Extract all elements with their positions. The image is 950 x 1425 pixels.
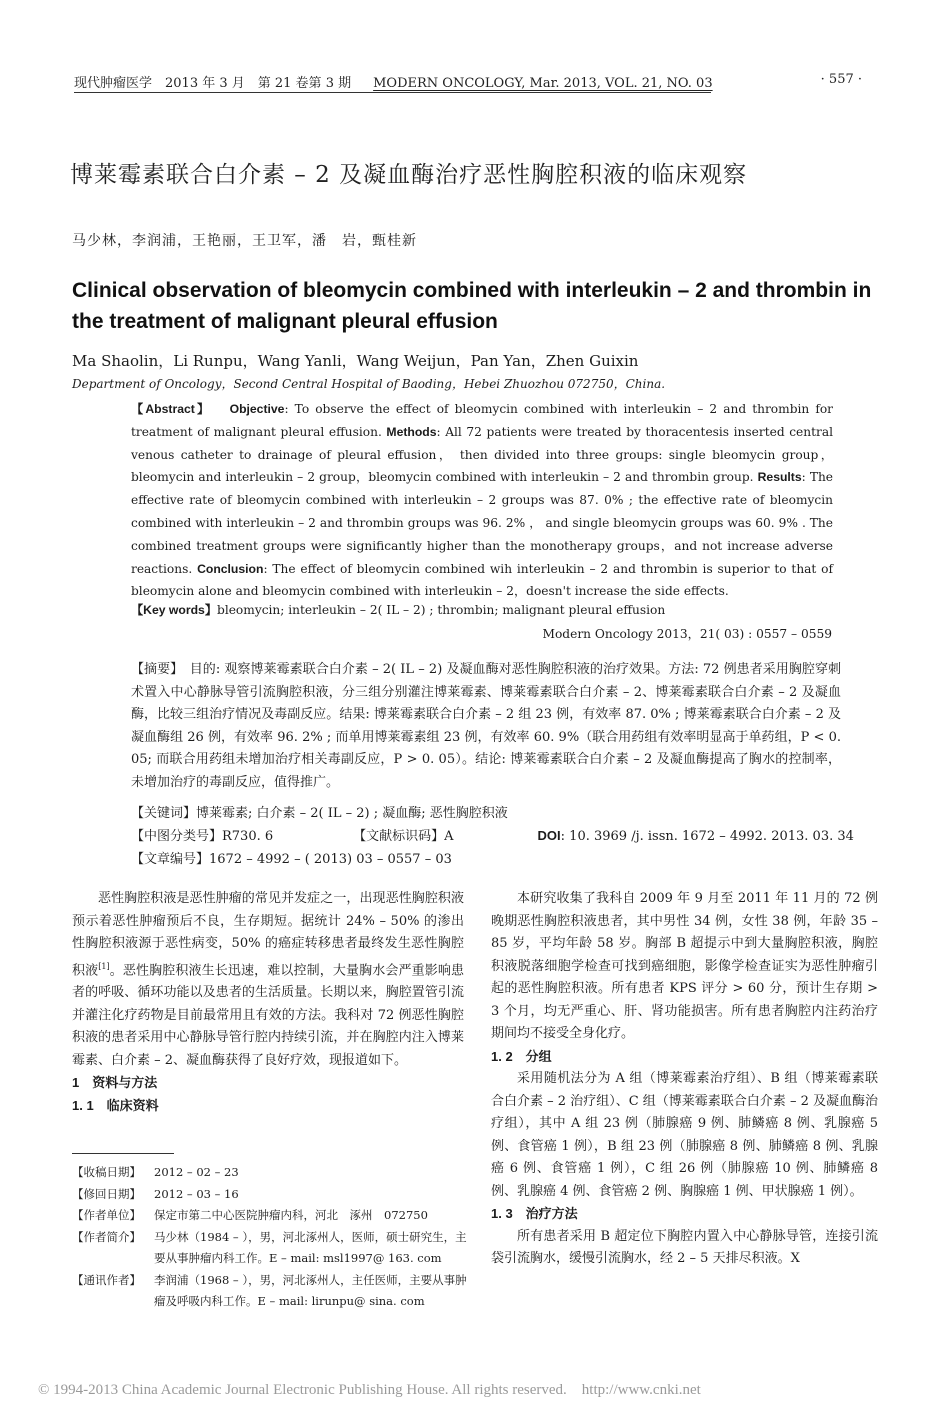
methods-label: Methods: [386, 424, 437, 439]
footnote-text: 2012 – 03 – 16: [154, 1186, 239, 1201]
abstract-en: [131, 398, 833, 603]
keywords-en: [131, 601, 833, 618]
journal-en: MODERN ONCOLOGY, Mar. 2013, VOL. 21, NO. 03: [373, 76, 713, 91]
footnote-label: 【通讯作者】: [72, 1272, 141, 1287]
intro-text-cont: 。恶性胸腔积液生长迅速，难以控制，大量胸水会严重影响患者的呼吸、循环功能以及患者的生活质量。长期以来，胸腔置管引流并灌注化疗药物是目前最常用且有效的方法。我科对 72 例恶性胸腔积液的患者采用中心静脉导管行腔内持续引流，并在胸腔内注入博莱霉素、白介素 – 2、凝血酶获得了良好疗效，现报道如下。: [72, 962, 464, 1068]
footnote-label: 【修回日期】: [72, 1186, 141, 1201]
objective-text: : To observe the effect of bleomycin combined with interleukin – 2 and thrombin for treatment of malignant pleural effusion.: [131, 402, 833, 439]
intro-text: 恶性胸腔积液是恶性肿瘤的常见并发症之一，出现恶性胸腔积液预示着恶性肿瘤预后不良，生存期短。据统计 24% – 50% 的渗出性胸腔积液源于恶性病变，50% 的癌症转移患者最终发生恶性胸腔积液: [72, 891, 464, 978]
doi-label: DOI: [537, 828, 561, 843]
journal-cn: 现代肿瘤医学 2013 年 3 月 第 21 卷第 3 期: [74, 76, 352, 91]
doc-code: 【文献标识码】A: [353, 829, 454, 844]
conclusion-text: : The effect of bleomycin combined wih interleukin – 2 and thrombin is superior to that of bleomycin alone and bleomycin combined with interleukin – 2，doesn't increase the side effects.: [131, 561, 833, 599]
footnote-text: 马少林（1984 – ），男，河北涿州人，医师，硕士研究生，主要从事肿瘤内科工作。E – mail: msl1997@ 163. com: [154, 1229, 467, 1265]
footnote-rule: [72, 1153, 174, 1154]
treatment-paragraph: 所有患者采用 B 超定位下胸腔内置入中心静脉导管，连接引流袋引流胸水，缓慢引流胸水，经 2 – 5 天排尽积液。X: [491, 1228, 878, 1266]
body-right-column: [491, 888, 878, 1271]
section-1-2-heading: 1. 2 分组: [491, 1048, 552, 1064]
affiliation: Department of Oncology，Second Central Hospital of Baoding，Hebei Zhuozhou 072750，China.: [72, 377, 666, 391]
keywords-text: bleomycin; interleukin – 2( IL – 2) ; thrombin; malignant pleural effusion: [217, 603, 666, 617]
authors-en: Ma Shaolin，Li Runpu，Wang Yanli，Wang Weijun，Pan Yan，Zhen Guixin: [72, 352, 639, 370]
abstract-label: 【Abstract】: [131, 402, 212, 416]
section-1-1-heading: 1. 1 临床资料: [72, 1097, 159, 1113]
citation: Modern Oncology 2013，21( 03) : 0557 – 0559: [542, 627, 832, 641]
footnote-row: [72, 1227, 472, 1270]
title-en: Clinical observation of bleomycin combined with interleukin – 2 and thrombin in the treatment of malignant pleural effusion: [72, 279, 872, 333]
section-1-heading: 1 资料与方法: [72, 1075, 158, 1091]
conclusion-label: Conclusion: [197, 561, 264, 576]
footnote-label: 【作者简介】: [72, 1229, 141, 1244]
footnote-row: [72, 1162, 472, 1184]
abstract-cn: 【摘要】 目的: 观察博莱霉素联合白介素 – 2( IL – 2) 及凝血酶对恶性胸腔积液的治疗效果。方法: 72 例患者采用胸腔穿刺术置入中心静脉导管引流胸腔积液，分三组分别灌注博莱霉素、博莱霉素联合白介素 – 2、博莱霉素联合白介素 – 2 及凝血酶，比较三组治疗情况及毒副反应。结果: 博莱霉素联合白介素 – 2 组 23 例，有效率 87. 0% ; 博莱霉素联合白介素 – 2 及凝血酶组 26 例，有效率 96. 2% ; 而单用博莱霉素组 23 例，有效率 60. 9%（联合用药组有效率明显高于单药组，P < 0. 05; 而联合用药组未增加治疗相关毒副反应，P > 0. 05）。结论: 博莱霉素联合白介素 – 2 及凝血酶提高了胸水的控制率，未增加治疗的毒副反应，值得推广。: [131, 662, 841, 790]
intro-paragraph: [72, 888, 464, 1072]
footnote-text: 保定市第二中心医院肿瘤内科，河北 涿州 072750: [154, 1208, 428, 1222]
article-number: 【文章编号】1672 – 4992 – ( 2013) 03 – 0557 – 03: [131, 852, 452, 867]
footnote-row: [72, 1270, 472, 1313]
header-rule: [74, 92, 711, 93]
copyright-notice: © 1994-2013 China Academic Journal Electronic Publishing House. All rights reserved. http://www.cnki.net: [38, 1382, 701, 1398]
clinical-data-paragraph: 本研究收集了我科自 2009 年 9 月至 2011 年 11 月的 72 例晚期恶性胸腔积液患者，其中男性 34 例，女性 38 例，年龄 35 – 85 岁，平均年龄 58 岁。胸部 B 超提示中到大量胸腔积液，胸腔积液脱落细胞学检查可找到癌细胞，影像学检查证实为恶性肿瘤引起的恶性胸腔积液。所有患者 KPS 评分 > 60 分，预计生存期 > 3 个月，均无严重心、肝、肾功能损害。所有患者胸腔内注药治疗期间均不接受全身化疗。: [491, 891, 878, 1041]
footnote-text: 李润浦（1968 – ），男，河北涿州人，主任医师，主要从事肿瘤及呼吸内科工作。E – mail: lirunpu@ sina. com: [154, 1272, 467, 1308]
footnote-row: [72, 1184, 472, 1206]
page-number: · 557 ·: [820, 72, 862, 87]
authors-cn: 马少林，李润浦，王艳丽，王卫军，潘 岩，甄桂新: [72, 233, 417, 249]
footnote-row: [72, 1205, 472, 1227]
footnotes: [72, 1162, 472, 1313]
objective-label: Objective: [229, 402, 285, 416]
ref-1[interactable]: [1]: [98, 961, 110, 971]
title-cn: 博莱霉素联合白介素 – 2 及凝血酶治疗恶性胸腔积液的临床观察: [70, 162, 748, 188]
results-text: : The effective rate of bleomycin combined with interleukin – 2 groups was 87. 0% ; the effective rate of bleomycin combined with interleukin – 2 and thrombin groups was 96. 2% ， and single bleomycin groups was 60. 9% . The combined treatment groups were significantly higher than the monotherapy groups，and not increase adverse reactions.: [131, 470, 834, 576]
section-1-3-heading: 1. 3 治疗方法: [491, 1206, 578, 1221]
footnote-label: 【收稿日期】: [72, 1165, 141, 1179]
journal-info: [74, 72, 713, 91]
keywords-label: 【Key words】: [131, 603, 218, 617]
classification-line: [131, 825, 854, 844]
footnote-label: 【作者单位】: [72, 1208, 141, 1222]
doi-value: : 10. 3969 /j. issn. 1672 – 4992. 2013. 03. 34: [560, 829, 854, 844]
body-left-column: [72, 888, 464, 1117]
methods-text: : All 72 patients were treated by thoracentesis inserted central venous catheter to drainage of pleural effusion， then divided into three groups: single bleomycin group，bleomycin and interleukin – 2 group，bleomycin combined with interleukin – 2 and thrombin group.: [131, 424, 833, 485]
footnote-text: 2012 – 02 – 23: [154, 1165, 239, 1179]
running-header: [74, 72, 862, 94]
clc-number: 【中图分类号】R730. 6: [131, 829, 274, 844]
grouping-paragraph: 采用随机法分为 A 组（博莱霉素治疗组）、B 组（博莱霉素联合白介素 – 2 治疗组）、C 组（博莱霉素联合白介素 – 2 及凝血酶治疗组），其中 A 组 23 例（肺腺癌 9 例、肺鳞癌 8 例、乳腺癌 5 例、食管癌 1 例），B 组 23 例（肺腺癌 8 例、肺鳞癌 8 例、乳腺癌 6 例、食管癌 1 例），C 组 26 例（肺腺癌 10 例、肺鳞癌 8 例、乳腺癌 4 例、食管癌 2 例、胸腺癌 1 例、甲状腺癌 1 例）。: [491, 1071, 878, 1199]
keywords-cn: 【关键词】博莱霉素; 白介素 – 2( IL – 2) ; 凝血酶; 恶性胸腔积液: [131, 806, 508, 821]
results-label: Results: [757, 470, 802, 485]
